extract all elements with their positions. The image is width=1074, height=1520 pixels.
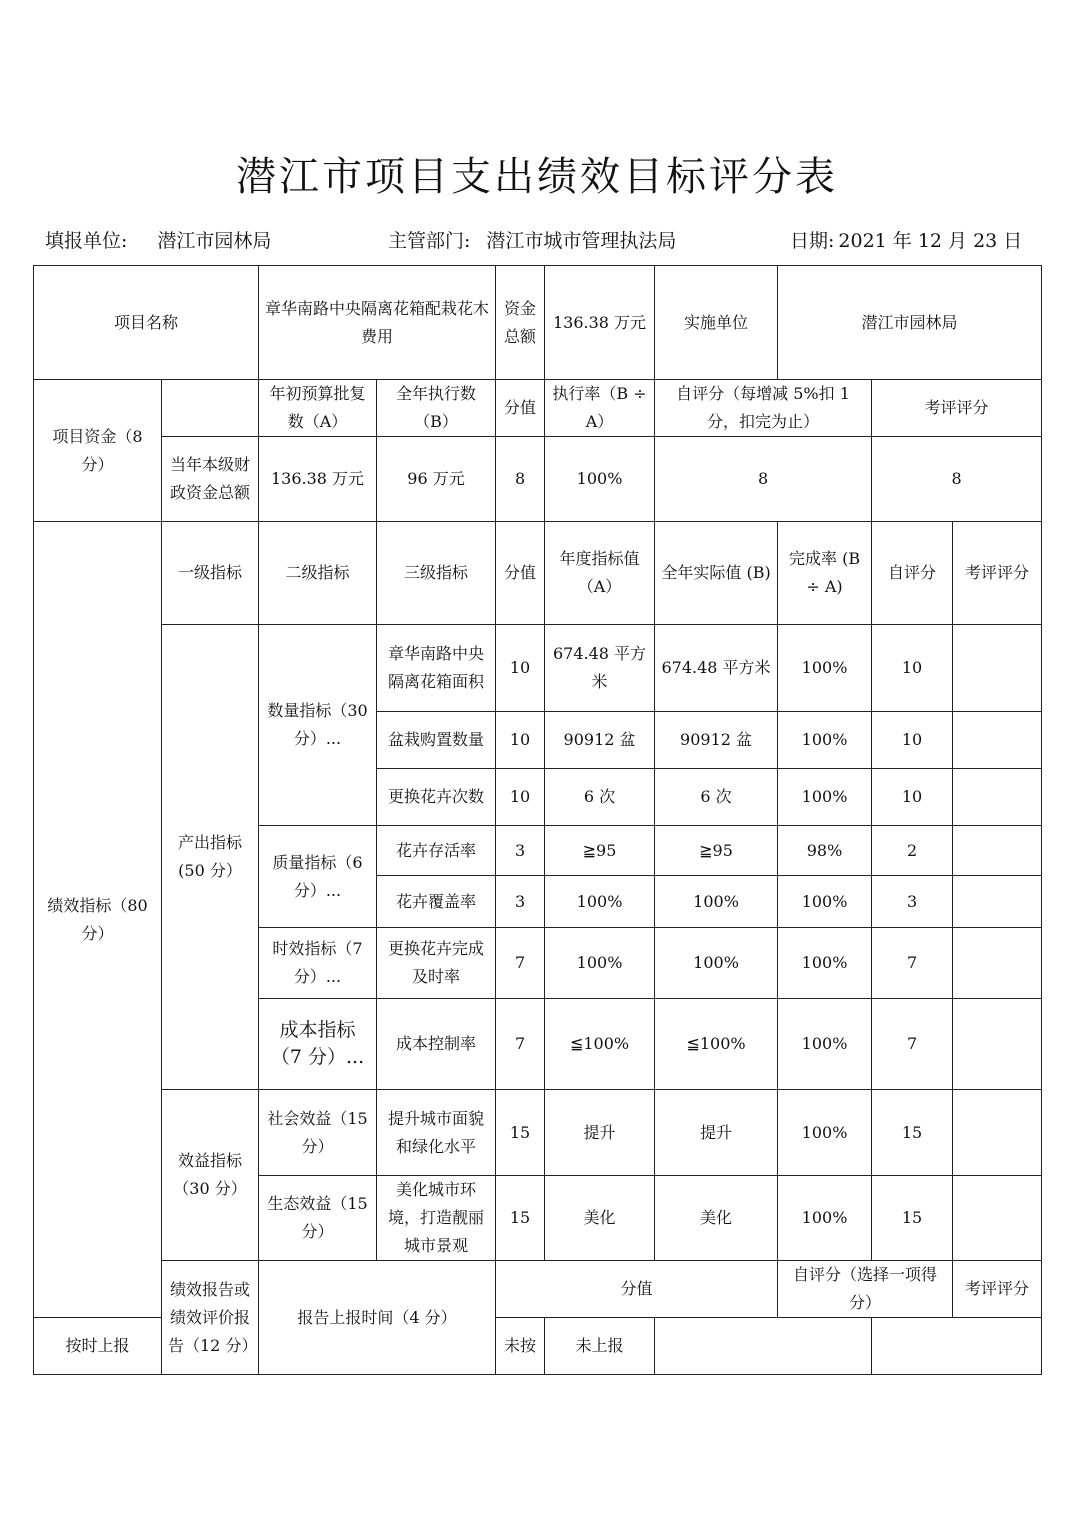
row-score: 3 [496, 876, 545, 928]
row-self: 15 [872, 1176, 953, 1261]
row-name: 花卉存活率 [377, 826, 496, 876]
row-score: 15 [496, 1176, 545, 1261]
funds-h-rate: 执行率（B ÷ A） [545, 380, 655, 437]
impl-unit-label: 实施单位 [655, 266, 778, 380]
perf-h-level3: 三级指标 [377, 522, 496, 625]
report-review-value-blank [872, 1318, 1042, 1375]
funds-h-review: 考评评分 [872, 380, 1042, 437]
row-target: ≧95 [545, 826, 655, 876]
cost-indicator-label: 成本指标（7 分）... [259, 999, 377, 1090]
row-rate: 100% [778, 928, 872, 999]
funds-self: 8 [655, 437, 872, 522]
report-h-review: 考评评分 [953, 1261, 1042, 1318]
row-review [953, 928, 1042, 999]
timeliness-indicator-label: 时效指标（7 分）... [259, 928, 377, 999]
row-name: 更换花卉次数 [377, 769, 496, 826]
benefit-indicator-label: 效益指标（30 分） [162, 1090, 259, 1261]
report-opt-ontime: 按时上报 [34, 1318, 162, 1375]
row-rate: 100% [778, 1176, 872, 1261]
perf-h-actual: 全年实际值 (B) [655, 522, 778, 625]
row-target: 6 次 [545, 769, 655, 826]
row-self: 10 [872, 625, 953, 712]
funds-h-executed: 全年执行数（B） [377, 380, 496, 437]
supervising-dept-label: 主管部门: [388, 230, 471, 252]
perf-h-level1: 一级指标 [162, 522, 259, 625]
perf-h-rate: 完成率 (B ÷ A) [778, 522, 872, 625]
report-date [790, 226, 1022, 253]
output-indicator-label: 产出指标 (50 分） [162, 625, 259, 1090]
filing-unit-value: 潜江市园林局 [157, 230, 272, 252]
row-rate: 100% [778, 999, 872, 1090]
row-rate: 98% [778, 826, 872, 876]
funds-h-score: 分值 [496, 380, 545, 437]
row-actual: 100% [655, 928, 778, 999]
row-review [953, 1090, 1042, 1176]
funds-budget: 136.38 万元 [259, 437, 377, 522]
funds-value-row [34, 437, 1042, 522]
funds-executed: 96 万元 [377, 437, 496, 522]
row-name: 更换花卉完成及时率 [377, 928, 496, 999]
row-actual: 6 次 [655, 769, 778, 826]
row-actual: 美化 [655, 1176, 778, 1261]
fund-total-value: 136.38 万元 [545, 266, 655, 380]
report-opt-none: 未上报 [545, 1318, 655, 1375]
funds-header-row [34, 380, 1042, 437]
row-self: 10 [872, 712, 953, 769]
row-score: 7 [496, 999, 545, 1090]
table-row [34, 625, 1042, 712]
table-row [34, 1090, 1042, 1176]
row-rate: 100% [778, 876, 872, 928]
funds-rate: 100% [545, 437, 655, 522]
report-self-blank [655, 1318, 872, 1375]
row-target: ≦100% [545, 999, 655, 1090]
row-rate: 100% [778, 1090, 872, 1176]
row-target: 100% [545, 928, 655, 999]
quality-indicator-label: 质量指标（6 分）... [259, 826, 377, 928]
project-name-label: 项目名称 [34, 266, 259, 380]
row-name: 花卉覆盖率 [377, 876, 496, 928]
funds-blank [162, 380, 259, 437]
row-actual: 提升 [655, 1090, 778, 1176]
row-name: 盆栽购置数量 [377, 712, 496, 769]
report-h-self: 自评分（选择一项得分） [778, 1261, 953, 1318]
row-score: 15 [496, 1090, 545, 1176]
row-self: 7 [872, 928, 953, 999]
report-label: 绩效报告或绩效评价报告（12 分） [162, 1261, 259, 1375]
funds-review: 8 [872, 437, 1042, 522]
row-score: 10 [496, 625, 545, 712]
eco-benefit-label: 生态效益（15 分） [259, 1176, 377, 1261]
row-name: 成本控制率 [377, 999, 496, 1090]
row-name: 章华南路中央隔离花箱面积 [377, 625, 496, 712]
row-actual: 674.48 平方米 [655, 625, 778, 712]
page-title: 潜江市项目支出绩效目标评分表 [236, 154, 838, 200]
row-score: 10 [496, 769, 545, 826]
row-target: 100% [545, 876, 655, 928]
impl-unit-value: 潜江市园林局 [778, 266, 1042, 380]
row-actual: 90912 盆 [655, 712, 778, 769]
fund-total-label: 资金总额 [496, 266, 545, 380]
perf-h-self: 自评分 [872, 522, 953, 625]
row-rate: 100% [778, 712, 872, 769]
row-rate: 100% [778, 769, 872, 826]
filing-unit [45, 226, 271, 253]
row-target: 90912 盆 [545, 712, 655, 769]
report-opt-late: 未按 [496, 1318, 545, 1375]
perf-label: 绩效指标（80 分） [34, 522, 162, 1318]
row-target: 美化 [545, 1176, 655, 1261]
row-self: 15 [872, 1090, 953, 1176]
row-self: 7 [872, 999, 953, 1090]
perf-h-target: 年度指标值（A） [545, 522, 655, 625]
row-self: 10 [872, 769, 953, 826]
quantity-indicator-label: 数量指标（30 分）... [259, 625, 377, 826]
row-actual: ≦100% [655, 999, 778, 1090]
row-self: 3 [872, 876, 953, 928]
project-name-value: 章华南路中央隔离花箱配栽花木费用 [259, 266, 496, 380]
perf-h-score: 分值 [496, 522, 545, 625]
row-rate: 100% [778, 625, 872, 712]
filing-unit-label: 填报单位: [45, 230, 128, 252]
row-review [953, 876, 1042, 928]
row-review [953, 1176, 1042, 1261]
perf-h-level2: 二级指标 [259, 522, 377, 625]
project-row [34, 266, 1042, 380]
report-date-value: 2021 年 12 月 23 日 [838, 230, 1023, 252]
supervising-dept [388, 226, 676, 253]
row-target: 提升 [545, 1090, 655, 1176]
row-score: 3 [496, 826, 545, 876]
row-review [953, 712, 1042, 769]
row-name: 提升城市面貌和绿化水平 [377, 1090, 496, 1176]
funds-h-self: 自评分（每增减 5%扣 1 分，扣完为止） [655, 380, 872, 437]
funds-score: 8 [496, 437, 545, 522]
report-header-row [34, 1261, 1042, 1318]
social-benefit-label: 社会效益（15 分） [259, 1090, 377, 1176]
row-review [953, 769, 1042, 826]
row-name: 美化城市环境，打造靓丽城市景观 [377, 1176, 496, 1261]
score-table [33, 265, 1042, 1375]
row-score: 7 [496, 928, 545, 999]
funds-h-budget: 年初预算批复数（A） [259, 380, 377, 437]
funds-label: 项目资金（8 分） [34, 380, 162, 522]
report-date-label: 日期: [790, 230, 835, 252]
row-actual: ≧95 [655, 826, 778, 876]
row-score: 10 [496, 712, 545, 769]
perf-h-review: 考评评分 [953, 522, 1042, 625]
report-h-score: 分值 [496, 1261, 778, 1318]
report-item: 报告上报时间（4 分） [259, 1261, 496, 1375]
row-review [953, 826, 1042, 876]
row-review [953, 625, 1042, 712]
row-review [953, 999, 1042, 1090]
perf-header-row [34, 522, 1042, 625]
row-target: 674.48 平方米 [545, 625, 655, 712]
funds-row-label: 当年本级财政资金总额 [162, 437, 259, 522]
row-actual: 100% [655, 876, 778, 928]
row-self: 2 [872, 826, 953, 876]
supervising-dept-value: 潜江市城市管理执法局 [486, 230, 677, 252]
